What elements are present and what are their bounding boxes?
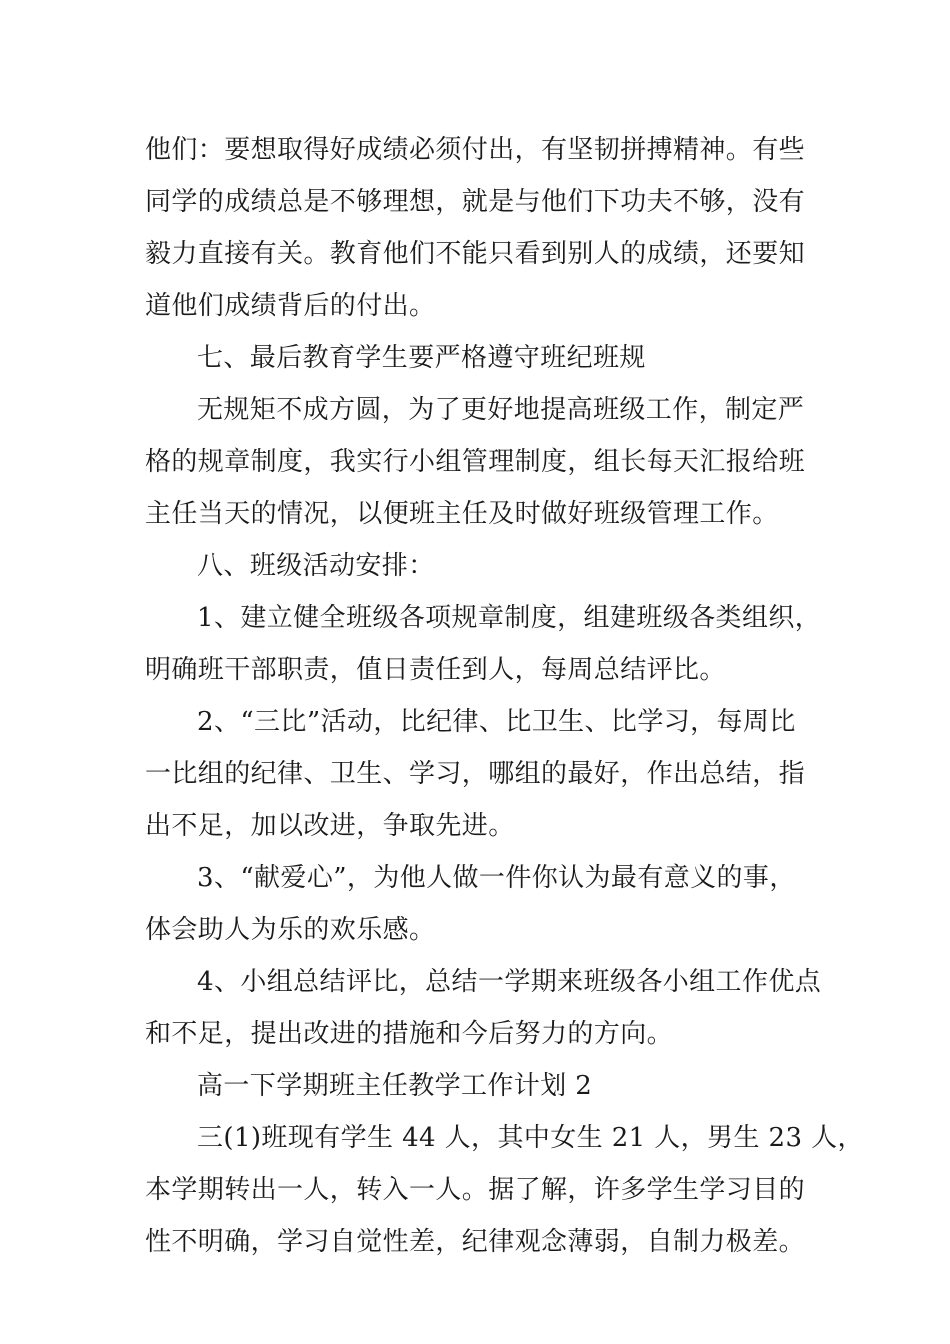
paragraph-rules — [145, 384, 810, 540]
text-line: 同学的成绩总是不够理想，就是与他们下功夫不够，没有 — [145, 187, 806, 217]
text-line: 体会助人为乐的欢乐感。 — [145, 915, 436, 945]
text-line: 三(1)班现有学生 44 人，其中女生 21 人，男生 23 人， — [197, 1123, 864, 1153]
heading-line: 高一下学期班主任教学工作计划 2 — [197, 1071, 593, 1101]
text-line: 毅力直接有关。教育他们不能只看到别人的成绩，还要知 — [145, 239, 806, 269]
text-line: 明确班干部职责，值日责任到人，每周总结评比。 — [145, 655, 726, 685]
list-item-1 — [145, 592, 822, 696]
section-heading-eight — [145, 540, 810, 592]
text-line: 和不足，提出改进的措施和今后努力的方向。 — [145, 1019, 674, 1049]
text-line: 格的规章制度，我实行小组管理制度，组长每天汇报给班 — [145, 447, 806, 477]
heading-line: 七、最后教育学生要严格遵守班纪班规 — [197, 343, 646, 373]
text-line: 4、小组总结评比，总结一学期来班级各小组工作优点 — [197, 967, 822, 997]
text-line: 出不足，加以改进，争取先进。 — [145, 811, 515, 841]
paragraph-continuation — [145, 124, 810, 332]
text-line: 道他们成绩背后的付出。 — [145, 291, 436, 321]
text-line: 一比组的纪律、卫生、学习，哪组的最好，作出总结，指 — [145, 759, 806, 789]
text-line: 他们：要想取得好成绩必须付出，有坚韧拼搏精神。有些 — [145, 135, 806, 165]
text-line: 3、“献爱心”，为他人做一件你认为最有意义的事， — [197, 863, 796, 893]
section-heading-seven — [145, 332, 810, 384]
document-title-2 — [145, 1060, 810, 1112]
document-page — [145, 124, 864, 1268]
text-line: 性不明确，学习自觉性差，纪律观念薄弱，自制力极差。 — [145, 1227, 806, 1257]
list-item-4 — [145, 956, 822, 1060]
list-item-2 — [145, 696, 810, 852]
text-line: 主任当天的情况，以便班主任及时做好班级管理工作。 — [145, 499, 779, 529]
list-item-3 — [145, 852, 810, 956]
text-line: 本学期转出一人，转入一人。据了解，许多学生学习目的 — [145, 1175, 806, 1205]
text-line: 无规矩不成方圆，为了更好地提高班级工作，制定严 — [197, 395, 805, 425]
text-line: 1、建立健全班级各项规章制度，组建班级各类组织， — [197, 603, 822, 633]
paragraph-class-info — [145, 1112, 864, 1268]
heading-line: 八、班级活动安排： — [197, 551, 435, 581]
text-line: 2、“三比”活动，比纪律、比卫生、比学习，每周比 — [197, 707, 796, 737]
